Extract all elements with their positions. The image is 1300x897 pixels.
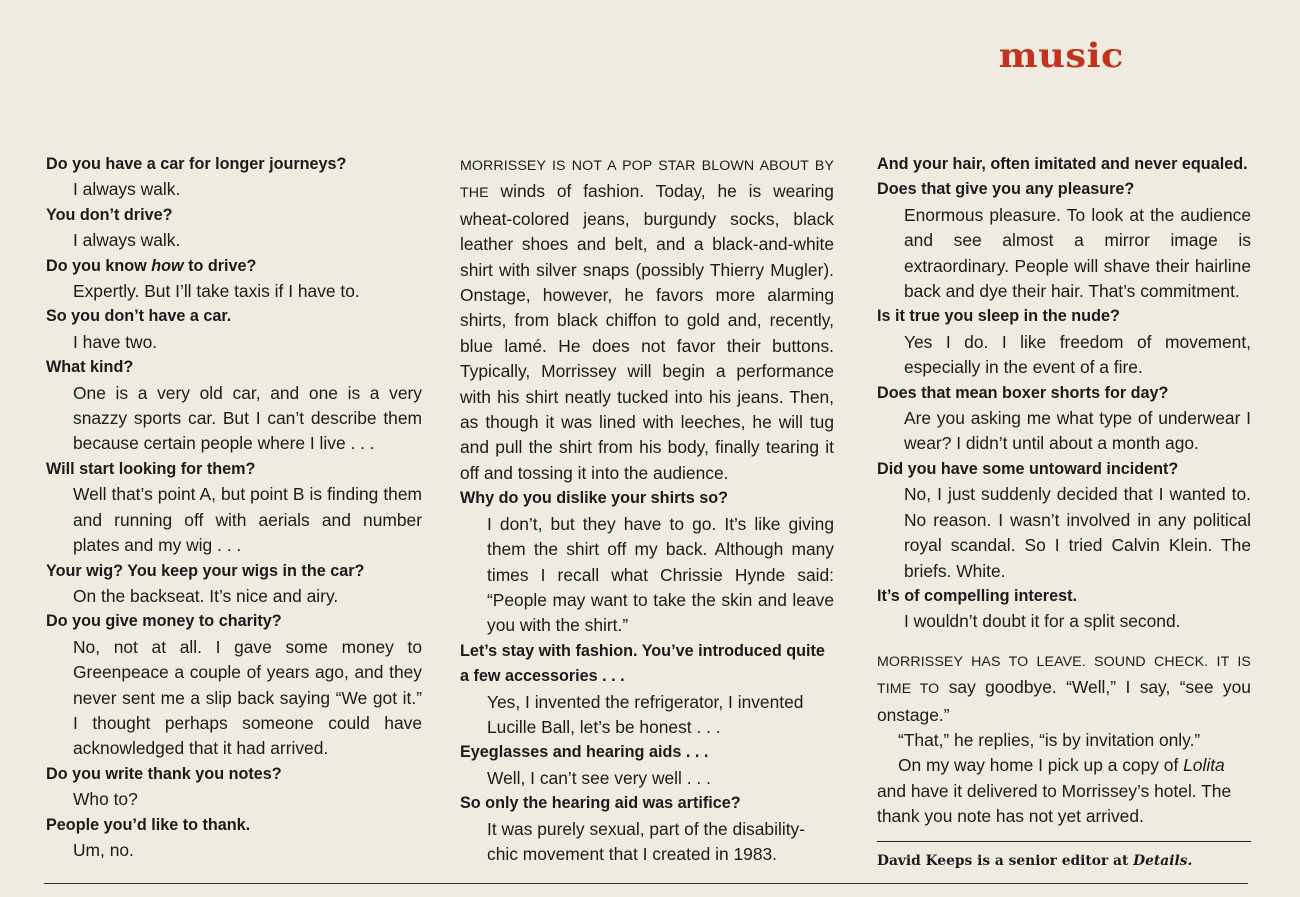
question-15: And your hair, often imitated and never equaled. Does that give you any pleasure? — [877, 155, 1248, 199]
answer-1: I always walk. — [73, 179, 181, 200]
question-3: Do you know how to drive? — [46, 256, 257, 275]
question-11: Why do you dislike your shirts so? — [460, 489, 729, 508]
lead-text: winds of fashion. Today, he is wearing wheat-colored jeans, burgundy socks, black leather shoes and belt, and a black-and-white shirt with silver snaps (possibly Thierry Mugler). Onstage, however, he favors more alarming shirts, from black chiffon to gold and, recently, blue lamé. He does not favor their buttons. Typically, Morrissey will begin a performance with his shirt neatly tucked into his jeans. Then, as though it was lined with leeches, he will tug and pull the shirt from his body, finally tearing it off and tossing it into the audience. — [460, 181, 834, 483]
question-2: You don’t drive? — [46, 205, 173, 224]
answer-8: No, not at all. I gave some money to Greenpeace a couple of years ago, and they never sent me a slip back saying “We got it.” I thought perhaps someone could have acknowledged that it had arrived. — [73, 636, 422, 759]
section-title: music — [998, 36, 1124, 76]
column-1 — [46, 152, 422, 863]
answer-13: Well, I can’t see very well . . . — [487, 767, 711, 788]
answer-16: Yes I do. I like freedom of movement, especially in the event of a fire. — [904, 331, 1251, 378]
answer-9: Who to? — [73, 789, 138, 810]
answer-11: I don’t, but they have to go. It’s like giving them the shirt off my back. Although many times I recall what Chrissie Hynde said: “People may want to take the skin and leave you with the shirt.” — [487, 513, 834, 636]
closing-caps: MORRISSEY HAS TO LEAVE. SOUND CHECK. IT IS TIME TO — [877, 653, 1251, 698]
answer-15: Enormous pleasure. To look at the audience and see almost a mirror image is extraordinary. People will shave their hairline back and dye their hair. That’s commitment. — [904, 204, 1251, 302]
closing-text: say goodbye. “Well,” I say, “see you onstage.” — [877, 677, 1251, 725]
answer-4: I have two. — [73, 331, 158, 352]
question-7: Your wig? You keep your wigs in the car? — [46, 561, 365, 580]
answer-12: Yes, I invented the refrigerator, I invented Lucille Ball, let’s be honest . . . — [487, 691, 804, 737]
closing-paragraph — [877, 648, 1251, 728]
answer-19: I wouldn’t doubt it for a split second. — [904, 611, 1181, 632]
question-10: People you’d like to thank. — [46, 815, 251, 834]
question-19: It’s of compelling interest. — [877, 586, 1077, 605]
column-3 — [877, 152, 1251, 870]
answer-5: One is a very old car, and one is a very snazzy sports car. But I can’t describe them because certain people where I live . . . — [73, 382, 422, 454]
answer-2: I always walk. — [73, 230, 181, 251]
column-2 — [460, 152, 834, 867]
question-4: So you don’t have a car. — [46, 307, 232, 326]
answer-7: On the backseat. It’s nice and airy. — [73, 585, 339, 606]
reply-paragraph: “That,” he replies, “is by invitation only.” — [898, 729, 1201, 750]
answer-6: Well that’s point A, but point B is finding them and running off with aerials and number plates and my wig . . . — [73, 484, 422, 556]
answer-14: It was purely sexual, part of the disability-chic movement that I created in 1983. — [487, 818, 806, 864]
question-12: Let’s stay with fashion. You’ve introduced quite a few accessories . . . — [460, 641, 825, 686]
answer-17: Are you asking me what type of underwear I wear? I didn’t until about a month ago. — [904, 408, 1251, 454]
question-18: Did you have some untoward incident? — [877, 459, 1179, 478]
question-1: Do you have a car for longer journeys? — [46, 155, 347, 173]
answer-3: Expertly. But I’ll take taxis if I have to. — [73, 281, 360, 302]
question-8: Do you give money to charity? — [46, 612, 282, 631]
bottom-divider — [44, 883, 1248, 884]
answer-10: Um, no. — [73, 839, 134, 860]
question-6: Will start looking for them? — [46, 459, 256, 478]
final-paragraph: On my way home I pick up a copy of Lolita and have it delivered to Morrissey’s hotel. The thank you note has not yet arrived. — [877, 755, 1232, 827]
question-16: Is it true you sleep in the nude? — [877, 307, 1120, 326]
author-byline: David Keeps is a senior editor at Details. — [877, 841, 1251, 870]
answer-18: No, I just suddenly decided that I wanted to. No reason. I wasn’t involved in any political royal scandal. So I tried Calvin Klein. The briefs. White. — [904, 484, 1251, 581]
question-17: Does that mean boxer shorts for day? — [877, 383, 1169, 402]
question-5: What kind? — [46, 358, 134, 377]
question-13: Eyeglasses and hearing aids . . . — [460, 743, 709, 762]
lead-paragraph — [460, 152, 834, 486]
question-14: So only the hearing aid was artifice? — [460, 794, 741, 813]
question-9: Do you write thank you notes? — [46, 764, 282, 783]
lead-caps: MORRISSEY IS NOT A POP STAR BLOWN ABOUT BY THE — [460, 158, 834, 202]
